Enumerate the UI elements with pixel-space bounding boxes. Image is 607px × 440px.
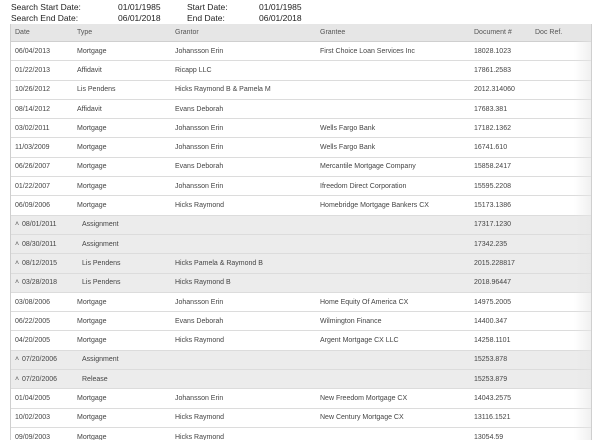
grantor-cell	[171, 350, 316, 369]
search-start-value: 01/01/1985	[118, 2, 161, 12]
type-cell-text: Mortgage	[77, 163, 107, 171]
grantee-cell-text: Mercantile Mortgage Company	[320, 163, 416, 171]
document-cell-text: 15858.2417	[474, 163, 511, 171]
document-cell-text: 13054.59	[474, 433, 504, 440]
type-cell	[73, 254, 171, 273]
grantee-cell-text: Ifreedom Direct Corporation	[320, 182, 407, 190]
date-cell	[11, 119, 73, 138]
document-cell-text: 16741.610	[474, 144, 508, 152]
document-cell[interactable]	[470, 234, 531, 253]
date-cell-text: 01/22/2007	[15, 182, 51, 190]
grantor-cell	[171, 234, 316, 253]
doc-ref-cell	[531, 80, 591, 99]
doc-ref-cell	[531, 177, 591, 196]
document-cell-text: 15173.1386	[474, 202, 511, 210]
date-cell	[11, 370, 73, 389]
document-cell-text: 14975.2005	[474, 298, 511, 306]
date-cell-text: 01/04/2005	[15, 394, 51, 402]
table-row[interactable]	[11, 119, 591, 138]
date-cell	[11, 350, 73, 369]
date-cell-text: 03/02/2011	[15, 124, 50, 132]
table-row[interactable]	[11, 389, 591, 408]
search-start-row	[11, 2, 601, 13]
doc-ref-cell	[531, 215, 591, 234]
grantor-cell	[171, 215, 316, 234]
date-cell	[11, 389, 73, 408]
type-cell	[73, 234, 171, 253]
document-cell[interactable]	[470, 312, 531, 331]
search-end-label: Search End Date:	[11, 12, 79, 23]
grantor-cell	[171, 157, 316, 176]
document-cell-text: 15595.2208	[474, 182, 511, 190]
doc-ref-cell	[531, 273, 591, 292]
grantor-cell-text: Evans Deborah	[175, 163, 224, 171]
type-cell	[73, 99, 171, 118]
grantor-cell-text: Evans Deborah	[175, 317, 224, 325]
doc-ref-cell	[531, 196, 591, 215]
end-date-value: 06/01/2018	[259, 12, 302, 23]
document-cell[interactable]	[470, 254, 531, 273]
date-cell	[11, 312, 73, 331]
document-cell-text: 18028.1023	[474, 47, 511, 55]
document-cell-text: 17342.235	[474, 240, 508, 248]
document-cell[interactable]	[470, 80, 531, 99]
grantee-cell	[316, 273, 470, 292]
caret-up-icon[interactable]: ˄	[15, 375, 20, 383]
table-row[interactable]	[11, 99, 591, 118]
grantee-cell	[316, 331, 470, 350]
search-end-value: 06/01/2018	[118, 12, 161, 23]
table-row[interactable]	[11, 312, 591, 331]
date-cell-text: 08/14/2012	[15, 105, 51, 113]
table-row[interactable]	[11, 42, 591, 61]
caret-up-icon[interactable]: ˄	[15, 279, 20, 287]
type-cell	[73, 42, 171, 61]
date-cell	[11, 254, 73, 273]
type-cell-text: Assignment	[82, 356, 119, 364]
grantee-cell	[316, 312, 470, 331]
end-date-label: End Date:	[187, 12, 225, 23]
grantor-cell	[171, 61, 316, 80]
type-cell	[73, 61, 171, 80]
date-cell-text: 07/20/2006	[22, 375, 58, 383]
table-row[interactable]	[11, 177, 591, 196]
type-cell	[73, 292, 171, 311]
date-cell	[11, 99, 73, 118]
grantor-cell	[171, 312, 316, 331]
type-cell	[73, 138, 171, 157]
type-cell-text: Mortgage	[77, 433, 107, 440]
grantor-cell-text: Hicks Raymond	[175, 433, 225, 440]
type-cell	[73, 370, 171, 389]
grantor-cell-text: Hicks Pamela & Raymond B	[175, 259, 263, 267]
grantor-cell-text: Johansson Erin	[175, 298, 224, 306]
date-cell-text: 03/08/2006	[15, 298, 51, 306]
caret-up-icon[interactable]: ˄	[15, 240, 20, 248]
type-cell	[73, 312, 171, 331]
grantee-cell-text: New Freedom Mortgage CX	[320, 394, 408, 402]
document-cell-text: 2012.314060	[474, 86, 515, 94]
grantor-cell	[171, 389, 316, 408]
column-header-document[interactable]: Document #	[470, 24, 531, 42]
grantee-cell-text: Argent Mortgage CX LLC	[320, 337, 399, 345]
column-header-type[interactable]: Type	[73, 24, 171, 42]
grantor-cell	[171, 99, 316, 118]
document-cell-text: 14400.347	[474, 317, 508, 325]
grantor-cell	[171, 254, 316, 273]
type-cell	[73, 331, 171, 350]
records-table	[11, 24, 591, 440]
doc-ref-cell	[531, 99, 591, 118]
grantee-cell-text: Home Equity Of America CX	[320, 298, 409, 306]
grantee-cell	[316, 389, 470, 408]
document-cell-text: 17861.2583	[474, 66, 511, 74]
date-cell-text: 10/26/2012	[15, 86, 51, 94]
table-row-child[interactable]	[11, 350, 591, 369]
grantor-cell-text: Johansson Erin	[175, 47, 224, 55]
table-row-child[interactable]	[11, 215, 591, 234]
column-header-date[interactable]: Date	[11, 24, 73, 42]
type-cell	[73, 427, 171, 440]
grantee-cell-text: New Century Mortgage CX	[320, 414, 404, 422]
type-cell-text: Lis Pendens	[82, 279, 121, 287]
grantor-cell-text: Hicks Raymond B & Pamela M	[175, 86, 271, 94]
table-row[interactable]	[11, 292, 591, 311]
date-cell-text: 06/26/2007	[15, 163, 51, 171]
start-date-label: Start Date:	[187, 2, 228, 12]
table-header-row	[11, 24, 591, 42]
column-header-doc-ref[interactable]: Doc Ref.	[531, 24, 591, 42]
grantee-cell	[316, 99, 470, 118]
doc-ref-cell	[531, 42, 591, 61]
grantor-cell-text: Johansson Erin	[175, 394, 224, 402]
type-cell	[73, 408, 171, 427]
start-date-value: 01/01/1985	[259, 2, 302, 12]
table-row-child[interactable]	[11, 370, 591, 389]
grantee-cell-text: Wells Fargo Bank	[320, 144, 376, 152]
type-cell-text: Mortgage	[77, 317, 107, 325]
grantor-cell	[171, 273, 316, 292]
grantor-cell-text: Hicks Raymond	[175, 414, 225, 422]
caret-up-icon[interactable]: ˄	[15, 259, 20, 267]
grantee-cell	[316, 157, 470, 176]
date-cell	[11, 215, 73, 234]
grantee-cell-text: Homebridge Mortgage Bankers CX	[320, 202, 429, 210]
type-cell	[73, 177, 171, 196]
caret-up-icon[interactable]: ˄	[15, 221, 20, 229]
grantee-cell	[316, 427, 470, 440]
grantee-cell	[316, 234, 470, 253]
document-cell-text: 15253.879	[474, 375, 508, 383]
grantee-cell	[316, 408, 470, 427]
type-cell-text: Mortgage	[77, 394, 107, 402]
doc-ref-cell	[531, 61, 591, 80]
type-cell-text: Assignment	[82, 240, 119, 248]
grantee-cell	[316, 119, 470, 138]
date-cell-text: 08/01/2011	[22, 221, 57, 229]
type-cell-text: Mortgage	[77, 337, 107, 345]
grantee-cell	[316, 370, 470, 389]
doc-ref-cell	[531, 138, 591, 157]
grantee-cell	[316, 61, 470, 80]
type-cell-text: Affidavit	[77, 66, 102, 74]
document-cell-text: 17683.381	[474, 105, 508, 113]
grantee-cell-text: Wilmington Finance	[320, 317, 382, 325]
date-cell	[11, 177, 73, 196]
grantor-cell	[171, 292, 316, 311]
grantor-cell-text: Johansson Erin	[175, 182, 224, 190]
date-cell-text: 10/02/2003	[15, 414, 51, 422]
doc-ref-cell	[531, 234, 591, 253]
date-cell-text: 06/04/2013	[15, 47, 51, 55]
grantor-cell	[171, 138, 316, 157]
table-row[interactable]	[11, 61, 591, 80]
type-cell	[73, 389, 171, 408]
grantor-cell-text: Hicks Raymond	[175, 337, 225, 345]
date-cell-text: 06/22/2005	[15, 317, 51, 325]
doc-ref-cell	[531, 389, 591, 408]
type-cell-text: Affidavit	[77, 105, 102, 113]
document-cell[interactable]	[470, 99, 531, 118]
grantee-cell	[316, 80, 470, 99]
grantor-cell	[171, 331, 316, 350]
date-cell	[11, 157, 73, 176]
doc-ref-cell	[531, 427, 591, 440]
doc-ref-cell	[531, 119, 591, 138]
type-cell-text: Assignment	[82, 221, 119, 229]
grantor-cell	[171, 42, 316, 61]
document-cell-text: 13116.1521	[474, 414, 511, 422]
grantor-cell-text: Johansson Erin	[175, 124, 224, 132]
date-cell-text: 04/20/2005	[15, 337, 51, 345]
type-cell	[73, 157, 171, 176]
doc-ref-cell	[531, 157, 591, 176]
table-row[interactable]	[11, 196, 591, 215]
doc-ref-cell	[531, 331, 591, 350]
grantee-cell	[316, 177, 470, 196]
document-cell[interactable]	[470, 215, 531, 234]
column-header-grantee[interactable]: Grantee	[316, 24, 470, 42]
doc-ref-cell	[531, 292, 591, 311]
table-row-child[interactable]	[11, 234, 591, 253]
date-cell-text: 07/20/2006	[22, 356, 58, 364]
document-cell[interactable]	[470, 42, 531, 61]
document-cell[interactable]	[470, 292, 531, 311]
document-cell-text: 2018.96447	[474, 279, 511, 287]
date-cell	[11, 273, 73, 292]
date-cell-text: 01/22/2013	[15, 66, 51, 74]
grantee-cell-text: Wells Fargo Bank	[320, 124, 376, 132]
grantee-cell	[316, 350, 470, 369]
date-cell	[11, 234, 73, 253]
doc-ref-cell	[531, 350, 591, 369]
date-cell-text: 08/30/2011	[22, 240, 57, 248]
date-cell-text: 11/03/2009	[15, 144, 50, 152]
records-table-container	[10, 24, 592, 440]
type-cell	[73, 215, 171, 234]
document-cell[interactable]	[470, 157, 531, 176]
date-cell	[11, 427, 73, 440]
table-row-child[interactable]	[11, 273, 591, 292]
document-cell-text: 15253.878	[474, 356, 508, 364]
doc-ref-cell	[531, 312, 591, 331]
document-cell-text: 17182.1362	[474, 124, 511, 132]
date-cell	[11, 42, 73, 61]
grantor-cell	[171, 177, 316, 196]
date-cell	[11, 408, 73, 427]
grantee-cell	[316, 138, 470, 157]
table-row[interactable]	[11, 138, 591, 157]
doc-ref-cell	[531, 370, 591, 389]
type-cell	[73, 80, 171, 99]
doc-ref-cell	[531, 254, 591, 273]
date-cell-text: 09/09/2003	[15, 433, 51, 440]
table-row[interactable]	[11, 331, 591, 350]
date-cell	[11, 80, 73, 99]
document-cell[interactable]	[470, 408, 531, 427]
grantor-cell	[171, 80, 316, 99]
date-cell	[11, 292, 73, 311]
type-cell-text: Mortgage	[77, 47, 107, 55]
grantor-cell-text: Johansson Erin	[175, 144, 224, 152]
doc-ref-cell	[531, 408, 591, 427]
document-cell[interactable]	[470, 138, 531, 157]
document-cell-text: 2015.228817	[474, 259, 515, 267]
date-cell-text: 06/09/2006	[15, 202, 51, 210]
grantor-cell-text: Hicks Raymond	[175, 202, 225, 210]
grantor-cell	[171, 119, 316, 138]
grantee-cell-text: First Choice Loan Services Inc	[320, 47, 415, 55]
document-cell[interactable]	[470, 427, 531, 440]
type-cell	[73, 196, 171, 215]
document-cell[interactable]	[470, 331, 531, 350]
type-cell-text: Lis Pendens	[82, 259, 121, 267]
date-cell	[11, 138, 73, 157]
table-row[interactable]	[11, 427, 591, 440]
grantee-cell	[316, 196, 470, 215]
type-cell-text: Mortgage	[77, 124, 107, 132]
search-criteria	[11, 2, 601, 23]
grantor-cell	[171, 408, 316, 427]
type-cell-text: Mortgage	[77, 414, 107, 422]
document-cell[interactable]	[470, 119, 531, 138]
document-cell[interactable]	[470, 196, 531, 215]
document-cell[interactable]	[470, 389, 531, 408]
table-row[interactable]	[11, 80, 591, 99]
grantee-cell	[316, 215, 470, 234]
document-cell[interactable]	[470, 273, 531, 292]
table-row[interactable]	[11, 157, 591, 176]
document-cell[interactable]	[470, 177, 531, 196]
date-cell	[11, 196, 73, 215]
grantor-cell	[171, 196, 316, 215]
type-cell-text: Mortgage	[77, 182, 107, 190]
grantee-cell	[316, 42, 470, 61]
document-cell[interactable]	[470, 350, 531, 369]
search-end-row	[11, 13, 601, 24]
type-cell	[73, 119, 171, 138]
type-cell	[73, 350, 171, 369]
document-cell-text: 17317.1230	[474, 221, 511, 229]
date-cell-text: 03/28/2018	[22, 279, 58, 287]
grantee-cell	[316, 254, 470, 273]
document-cell-text: 14043.2575	[474, 394, 511, 402]
grantor-cell-text: Ricapp LLC	[175, 66, 212, 74]
date-cell	[11, 61, 73, 80]
type-cell	[73, 273, 171, 292]
type-cell-text: Mortgage	[77, 144, 107, 152]
type-cell-text: Mortgage	[77, 298, 107, 306]
grantee-cell	[316, 292, 470, 311]
grantor-cell-text: Hicks Raymond B	[175, 279, 231, 287]
document-cell[interactable]	[470, 61, 531, 80]
date-cell-text: 08/12/2015	[22, 259, 58, 267]
grantor-cell	[171, 427, 316, 440]
type-cell-text: Release	[82, 375, 108, 383]
date-cell	[11, 331, 73, 350]
search-start-label: Search Start Date:	[11, 2, 81, 12]
caret-up-icon[interactable]: ˄	[15, 356, 20, 364]
type-cell-text: Mortgage	[77, 202, 107, 210]
type-cell-text: Lis Pendens	[77, 86, 116, 94]
document-cell-text: 14258.1101	[474, 337, 511, 345]
grantor-cell	[171, 370, 316, 389]
table-row[interactable]	[11, 408, 591, 427]
table-row-child[interactable]	[11, 254, 591, 273]
document-cell[interactable]	[470, 370, 531, 389]
column-header-grantor[interactable]: Grantor	[171, 24, 316, 42]
grantor-cell-text: Evans Deborah	[175, 105, 224, 113]
